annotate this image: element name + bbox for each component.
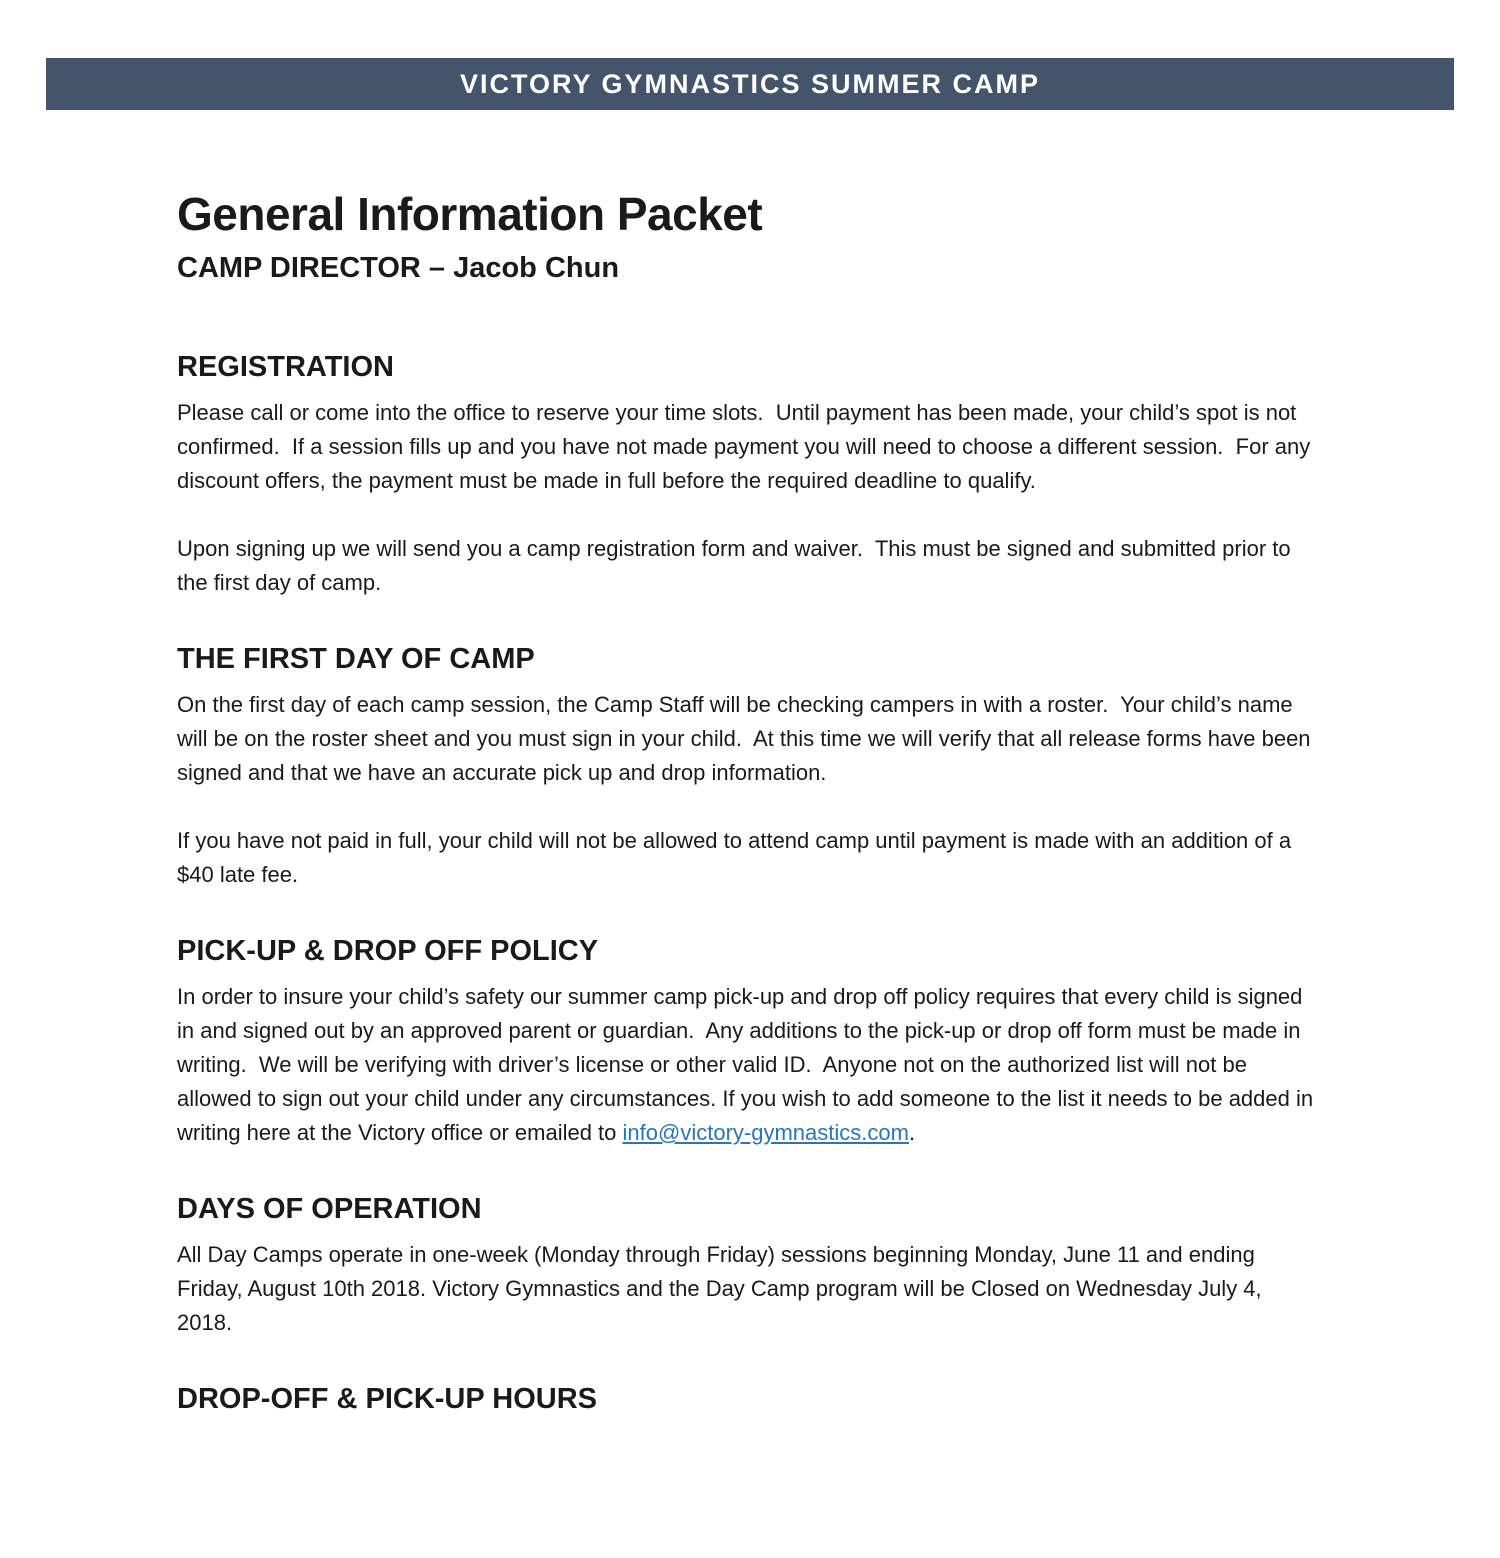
registration-paragraph-1: Please call or come into the office to reserve your time slots. Until payment has been made, your child’s spot is not confirmed. If a session fills up and you have not made payment you will need to choose a different session. For any discount offers, the payment must be made in full before the required deadline to qualify. [177,400,1317,493]
days-of-operation-paragraph: All Day Camps operate in one-week (Monday through Friday) sessions beginning Monday, June 11 and ending Friday, August 10th 2018. Victory Gymnastics and the Day Camp program will be Closed on Wednesday July 4, 2018. [177,1242,1268,1335]
pickup-policy-text: In order to insure your child’s safety our summer camp pick-up and drop off policy requires that every child is signed in and signed out by an approved parent or guardian. Any additions to the pick-up or drop off form must be made in writing. We will be verifying with driver’s license or other valid ID. Anyone not on the authorized list will not be allowed to sign out your child under any circumstances. If you wish to add someone to the list it needs to be added in writing here at the Victory office or emailed to [177,984,1320,1145]
email-link[interactable]: info@victory-gymnastics.com [622,1120,909,1145]
pickup-policy-text-end: . [908,1120,916,1145]
pickup-policy-paragraph [177,980,1322,1150]
banner [46,58,1454,110]
document-page [0,58,1500,1418]
registration-paragraph-2: Upon signing up we will send you a camp registration form and waiver. This must be signed and submitted prior to the first day of camp. [177,536,1297,595]
first-day-paragraph-2: If you have not paid in full, your child will not be allowed to attend camp until payment is made with an addition of a $40 late fee. [177,828,1298,887]
page-title: General Information Packet [177,188,763,240]
first-day-paragraph-1: On the first day of each camp session, the Camp Staff will be checking campers in with a roster. Your child’s name will be on the roster sheet and you must sign in your child. At this time we will verify that all release forms have been signed and that we have an accurate pick up and drop information. [177,692,1317,785]
section-heading-pickup-dropoff-policy: PICK-UP & DROP OFF POLICY [177,935,599,967]
section-heading-first-day: THE FIRST DAY OF CAMP [177,643,535,675]
document-body [0,186,1500,1418]
section-heading-days-of-operation: DAYS OF OPERATION [177,1193,482,1225]
section-heading-registration: REGISTRATION [177,351,394,383]
section-heading-dropoff-pickup-hours: DROP-OFF & PICK-UP HOURS [177,1383,597,1415]
camp-director-subtitle: CAMP DIRECTOR – Jacob Chun [177,252,620,284]
banner-title: VICTORY GYMNASTICS SUMMER CAMP [459,68,1041,99]
